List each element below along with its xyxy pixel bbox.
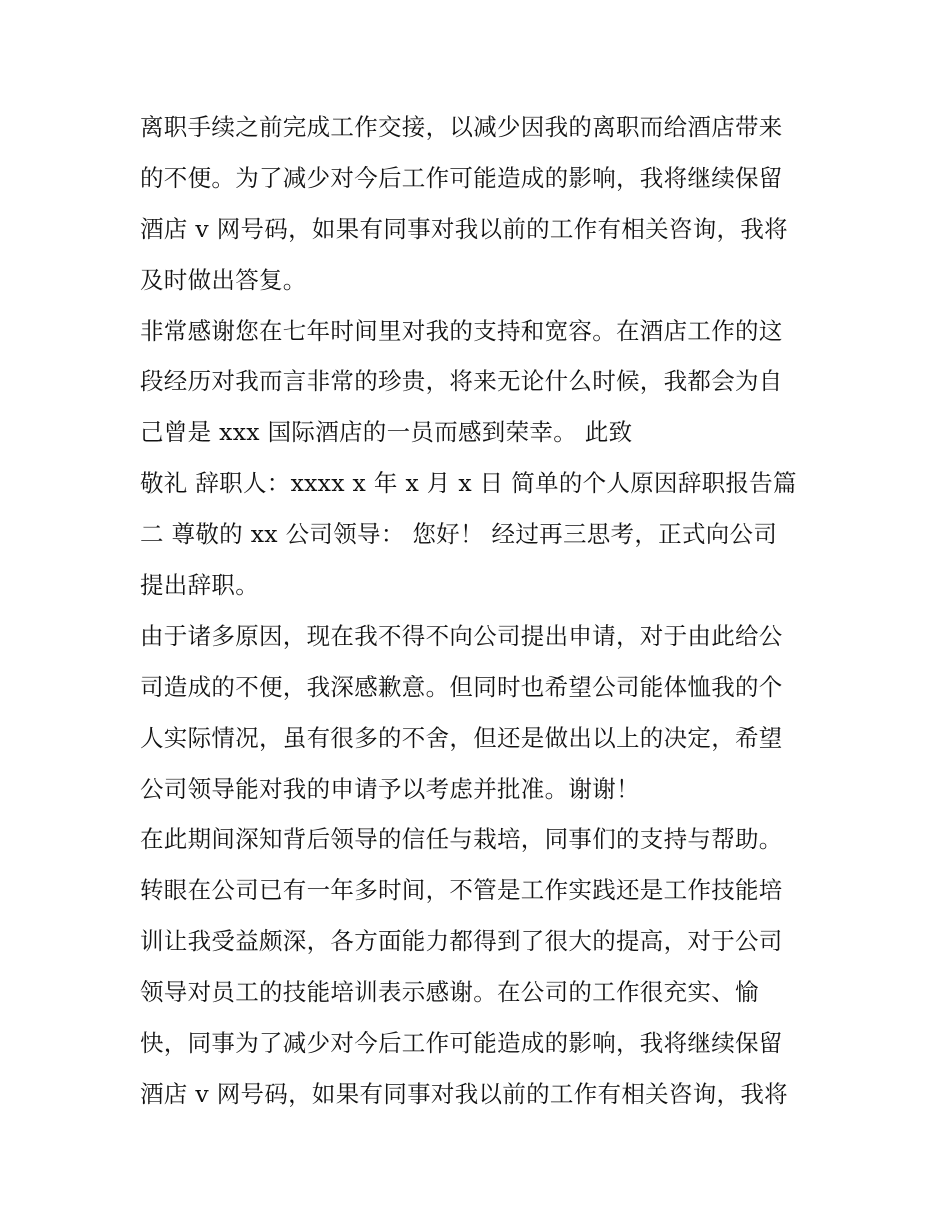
- text-line: 在此期间深知背后领导的信任与栽培，同事们的支持与帮助。: [140, 825, 783, 854]
- text-line: 人实际情况，虽有很多的不舍，但还是做出以上的决定，希望: [140, 723, 783, 752]
- text-line: 转眼在公司已有一年多时间，不管是工作实践还是工作技能培: [140, 876, 783, 905]
- text-line: 公司领导能对我的申请予以考虑并批准。谢谢！: [140, 774, 640, 803]
- text-line: 的不便。为了减少对今后工作可能造成的影响，我将继续保留: [140, 163, 783, 192]
- text-line: 敬礼 辞职人：xxxx x 年 x 月 x 日 简单的个人原因辞职报告篇: [140, 469, 797, 498]
- text-line: 二 尊敬的 xx 公司领导： 您好！ 经过再三思考，正式向公司: [140, 520, 778, 549]
- text-line: 酒店 v 网号码，如果有同事对我以前的工作有相关咨询，我将: [140, 1079, 788, 1108]
- text-line: 司造成的不便，我深感歉意。但同时也希望公司能体恤我的个: [140, 672, 783, 701]
- text-line: 领导对员工的技能培训表示感谢。在公司的工作很充实、愉: [140, 978, 759, 1007]
- document-body: [140, 102, 820, 1120]
- text-line: 由于诸多原因，现在我不得不向公司提出申请，对于由此给公: [140, 621, 783, 650]
- text-line: 提出辞职。: [140, 571, 259, 600]
- text-line: 训让我受益颇深，各方面能力都得到了很大的提高，对于公司: [140, 927, 783, 956]
- text-line: 快，同事为了减少对今后工作可能造成的影响，我将继续保留: [140, 1029, 783, 1058]
- text-line: 酒店 v 网号码，如果有同事对我以前的工作有相关咨询，我将: [140, 214, 788, 243]
- text-line: 及时做出答复。: [140, 265, 307, 294]
- text-line: 段经历对我而言非常的珍贵，将来无论什么时候，我都会为自: [140, 367, 783, 396]
- text-line: 非常感谢您在七年时间里对我的支持和宽容。在酒店工作的这: [140, 316, 783, 345]
- text-line: 己曾是 xxx 国际酒店的一员而感到荣幸。 此致: [140, 418, 633, 447]
- text-line: 离职手续之前完成工作交接，以减少因我的离职而给酒店带来: [140, 113, 783, 141]
